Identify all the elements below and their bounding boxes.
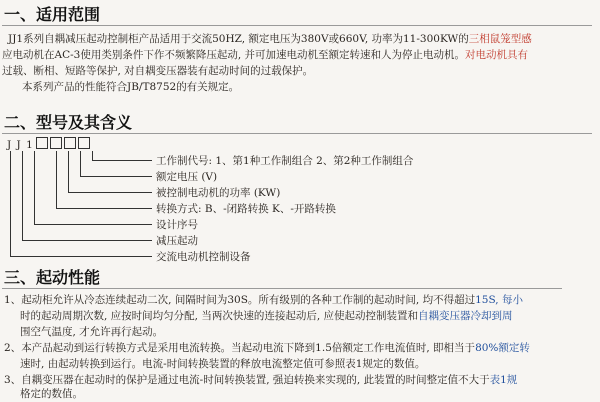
model-label-reduced-start: 减压起动 [156,235,198,247]
paragraph-1-line-2: 应电动机在AC-3使用类别条件下作不频繁降压起动, 并可加速电动机至额定转速和人为停止电动机。对电动机具有 [2,49,529,61]
item-2-line-2: 速时, 由起动转换到运行。电流-时间转换装置的释放电流整定值可参照表1规定的数值。 [20,358,426,370]
section-3-title: 三、起动性能 [4,268,101,287]
paragraph-1-line-1: JJ1系列自耦减压起动控制柜产品适用于交流50HZ, 额定电压为380V或660V, 功率为11-300KW的三相鼠笼型感 [8,33,532,45]
model-label-design-no: 设计序号 [156,219,198,231]
item-3-line-1: 3、自耦变压器在起动时的保护是通过电流-时间转换装置, 强迫转换来实现的, 此装置的时间整定值不大于表1规 [4,374,518,386]
item-1-line-3: 围空气温度, 才允许再行起动。 [20,326,164,338]
section-2-title: 二、型号及其含义 [4,113,133,132]
divider [2,288,562,289]
item-2-line-1: 2、本产品起动到运行转换方式是采用电流转换。当起动电流下降到1.5倍额定工作电流值时, 即相当于80%额定转 [4,342,530,354]
paragraph-1-line-3: 过载、断相、短路等保护, 对自耦变压器装有起动时间的过载保护。 [2,65,314,77]
item-1-line-2: 时的起动周期次数, 应按时间均匀分配, 当两次快速的连接起动后, 应使起动控制装置和自耦变压器冷却到周 [20,310,513,322]
code-box [50,137,62,149]
section-1-title: 一、适用范围 [4,5,101,24]
code-box [78,137,90,149]
divider [2,133,592,134]
model-label-ac-control: 交流电动机控制设备 [156,251,251,263]
model-label-voltage: 额定电压 (V) [156,171,218,183]
divider [2,25,592,26]
model-label-transfer: 转换方式: B、-闭路转换 K、-开路转换 [156,203,336,215]
model-prefix: J J 1 [7,139,34,151]
model-label-duty: 工作制代号: 1、第1种工作制组合 2、第2种工作制组合 [156,155,414,167]
item-3-line-2: 格定的数值。 [20,388,83,400]
model-code [7,137,90,151]
paragraph-2: 本系列产品的性能符合JB/T8752的有关规定。 [22,81,240,93]
model-label-power: 被控制电动机的功率 (KW) [156,187,281,199]
item-1-line-1: 1、起动柜允许从冷态连续起动二次, 间隔时间为30S。所有级别的各种工作制的起动时间, 均不得超过15S, 每小 [4,294,523,306]
code-box [36,137,48,149]
code-box [64,137,76,149]
